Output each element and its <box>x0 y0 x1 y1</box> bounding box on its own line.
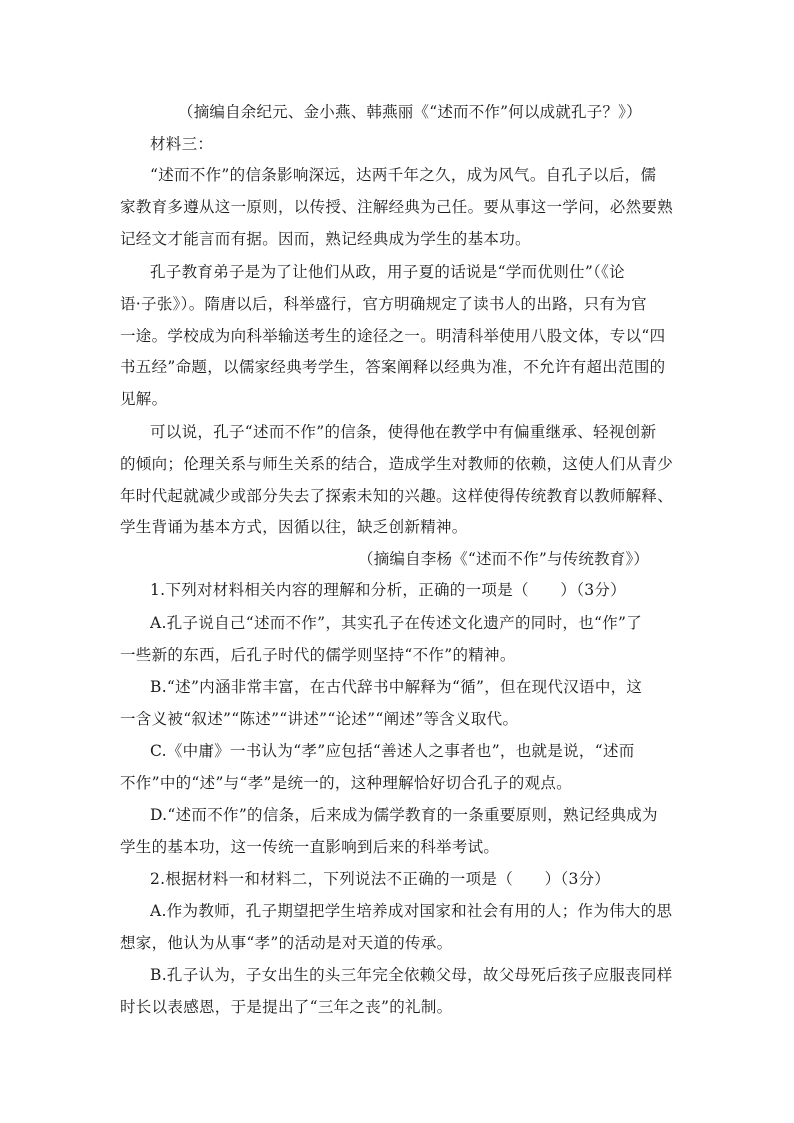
option-a-continued: 一些新的东西，后孔子时代的儒学则坚持“不作”的精神。 <box>120 646 516 664</box>
option-b: B.“述”内涵非常丰富，在古代辞书中解释为“循”，但在现代汉语中，这 <box>150 678 643 696</box>
source-citation-2: （摘编自李杨《“述而不作”与传统教育》） <box>358 550 650 568</box>
option-d-continued: 学生的基本功，这一传统一直影响到后来的科举考试。 <box>120 838 500 856</box>
paragraph-line: 语·子张》）。隋唐以后，科举盛行，官方明确规定了读书人的出路，只有为官 <box>120 295 647 313</box>
question-stem: 1.下列对材料相关内容的理解和分析，正确的一项是（ ）（3分） <box>150 581 627 599</box>
option-a: A.孔子说自己“述而不作”，其实孔子在传述文化遗产的同时，也“作”了 <box>150 614 643 632</box>
paragraph-line: 家教育多遵从这一原则，以传授、注解经典为己任。要从事这一学问，必然要熟 <box>120 198 674 216</box>
paragraph-line: 一途。学校成为向科举输送考生的途径之一。明清科举使用八股文体，专以“四 <box>120 327 666 345</box>
question-stem: 2.根据材料一和材料二，下列说法不正确的一项是（ ）（3分） <box>150 870 611 888</box>
paragraph-line: 记经文才能言而有据。因而，熟记经典成为学生的基本功。 <box>120 230 531 248</box>
option-c: C.《中庸》一书认为“孝”应包括“善述人之事者也”，也就是说，“述而 <box>150 742 635 760</box>
option-c-continued: 不作”中的“述”与“孝”是统一的，这种理解恰好切合孔子的观点。 <box>120 774 572 792</box>
paragraph-line: 见解。 <box>120 390 168 408</box>
paragraph-line: 学生背诵为基本方式，因循以往，缺乏创新精神。 <box>120 518 468 536</box>
option-b-continued: 时长以表感恩，于是提出了“三年之丧”的礼制。 <box>120 998 453 1016</box>
paragraph-line: 孔子教育弟子是为了让他们从政，用子夏的话说是“学而优则仕”（《论 <box>150 263 625 281</box>
paragraph-line: 年时代起就减少或部分失去了探索未知的兴趣。这样使得传统教育以教师解释、 <box>120 487 674 505</box>
paragraph-line: 书五经”命题，以儒家经典考学生，答案阐释以经典为准，不允许有超出范围的 <box>120 358 666 376</box>
material-3-heading: 材料三： <box>150 135 214 153</box>
option-a: A.作为教师，孔子期望把学生培养成对国家和社会有用的人；作为伟大的思 <box>150 902 673 920</box>
source-citation-1: （摘编自余纪元、金小燕、韩燕丽《“述而不作”何以成就孔子？》） <box>178 103 642 121</box>
paragraph-line: “述而不作”的信条影响深远，达两千年之久，成为风气。自孔子以后，儒 <box>150 166 657 184</box>
option-d: D.“述而不作”的信条，后来成为儒学教育的一条重要原则，熟记经典成为 <box>150 806 658 824</box>
option-b: B.孔子认为，子女出生的头三年完全依赖父母，故父母死后孩子应服丧同样 <box>150 966 673 984</box>
paragraph-line: 可以说，孔子“述而不作”的信条，使得他在教学中有偏重继承、轻视创新 <box>150 423 657 441</box>
option-a-continued: 想家，他认为从事“孝”的活动是对天道的传承。 <box>120 934 453 952</box>
paragraph-line: 的倾向；伦理关系与师生关系的结合，造成学生对教师的依赖，这使人们从青少 <box>120 455 674 473</box>
option-b-continued: 一含义被“叙述”“陈述”“讲述”“论述”“阐述”等含义取代。 <box>120 710 519 728</box>
